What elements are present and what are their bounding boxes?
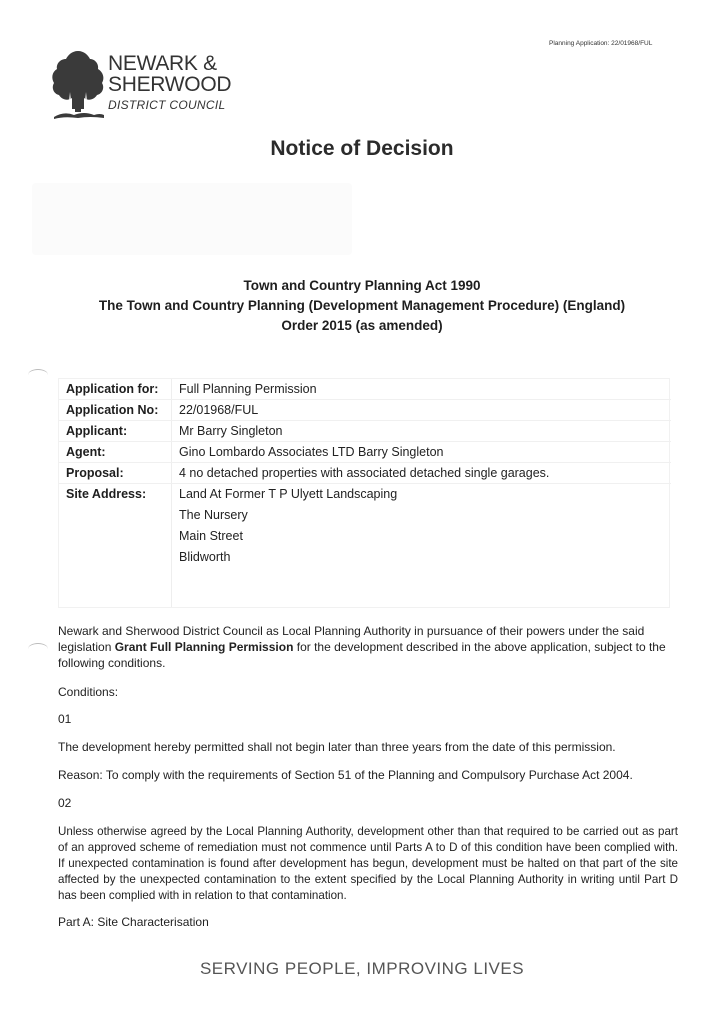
row-label: Application for: <box>66 382 159 396</box>
application-details-table <box>58 378 670 608</box>
site-address-line: Main Street <box>179 529 243 543</box>
site-address-line: The Nursery <box>179 508 248 522</box>
legislation-line-3: Order 2015 (as amended) <box>281 318 443 333</box>
decision-text: for the development described in the above application, subject to the following conditions. <box>58 640 666 670</box>
condition-reason: Reason: To comply with the requirements of Section 51 of the Planning and Compulsory Purchase Act 2004. <box>58 768 633 782</box>
row-value: Gino Lombardo Associates LTD Barry Singleton <box>179 445 444 459</box>
condition-number: 01 <box>58 712 72 726</box>
logo-line-newark: NEWARK & <box>108 52 217 75</box>
site-address-line: Land At Former T P Ulyett Landscaping <box>179 487 398 501</box>
condition-text: Unless otherwise agreed by the Local Planning Authority, development other than that required to be carried out as part of an approved scheme of remediation must not commence until Parts A to D of this condition have been complied with. If unexpected contamination is found after development has begun, development must be halted on that part of the site affected by the unexpected contamination to the extent specified by the Local Planning Authority in writing until Part D has been complied with in relation to that contamination. <box>58 825 678 902</box>
row-value: Full Planning Permission <box>179 382 317 396</box>
row-label: Application No: <box>66 403 159 417</box>
condition-subheading: Part A: Site Characterisation <box>58 915 209 929</box>
legislation-heading <box>0 276 724 336</box>
decision-outcome: Grant Full Planning Permission <box>114 640 294 654</box>
redacted-address-block <box>32 183 352 255</box>
logo-line-sherwood: SHERWOOD <box>108 73 232 96</box>
table-row <box>59 442 671 463</box>
punch-hole-mark <box>28 369 48 381</box>
row-label: Site Address: <box>66 487 147 501</box>
table-row <box>59 463 671 484</box>
condition-text: The development hereby permitted shall not begin later than three years from the date of this permission. <box>58 740 616 754</box>
row-label: Agent: <box>66 445 106 459</box>
row-value: 4 no detached properties with associated detached single garages. <box>179 466 550 480</box>
row-value: 22/01968/FUL <box>179 403 259 417</box>
decision-statement <box>58 623 678 671</box>
legislation-line-2: The Town and Country Planning (Development Management Procedure) (England) <box>98 298 626 313</box>
table-row <box>59 421 671 442</box>
conditions-label: Conditions: <box>58 685 119 699</box>
planning-application-reference: Planning Application: 22/01968/FUL <box>549 40 653 47</box>
legislation-line-1: Town and Country Planning Act 1990 <box>243 278 481 293</box>
table-row <box>59 400 671 421</box>
logo-line-district-council: DISTRICT COUNCIL <box>108 98 226 112</box>
condition-number: 02 <box>58 796 72 810</box>
decision-text: Newark and Sherwood District Council as Local Planning Authority in pursuance of their powers under the said legislation <box>58 624 645 654</box>
oak-tree-icon <box>50 47 106 123</box>
table-row <box>59 379 671 400</box>
punch-hole-mark <box>28 643 48 655</box>
site-address-line: Blidworth <box>179 550 231 564</box>
row-value: Mr Barry Singleton <box>179 424 283 438</box>
council-logo <box>50 47 250 127</box>
row-label: Proposal: <box>66 466 124 480</box>
footer-slogan: SERVING PEOPLE, IMPROVING LIVES <box>199 959 525 978</box>
row-label: Applicant: <box>66 424 128 438</box>
page-title: Notice of Decision <box>270 137 454 160</box>
